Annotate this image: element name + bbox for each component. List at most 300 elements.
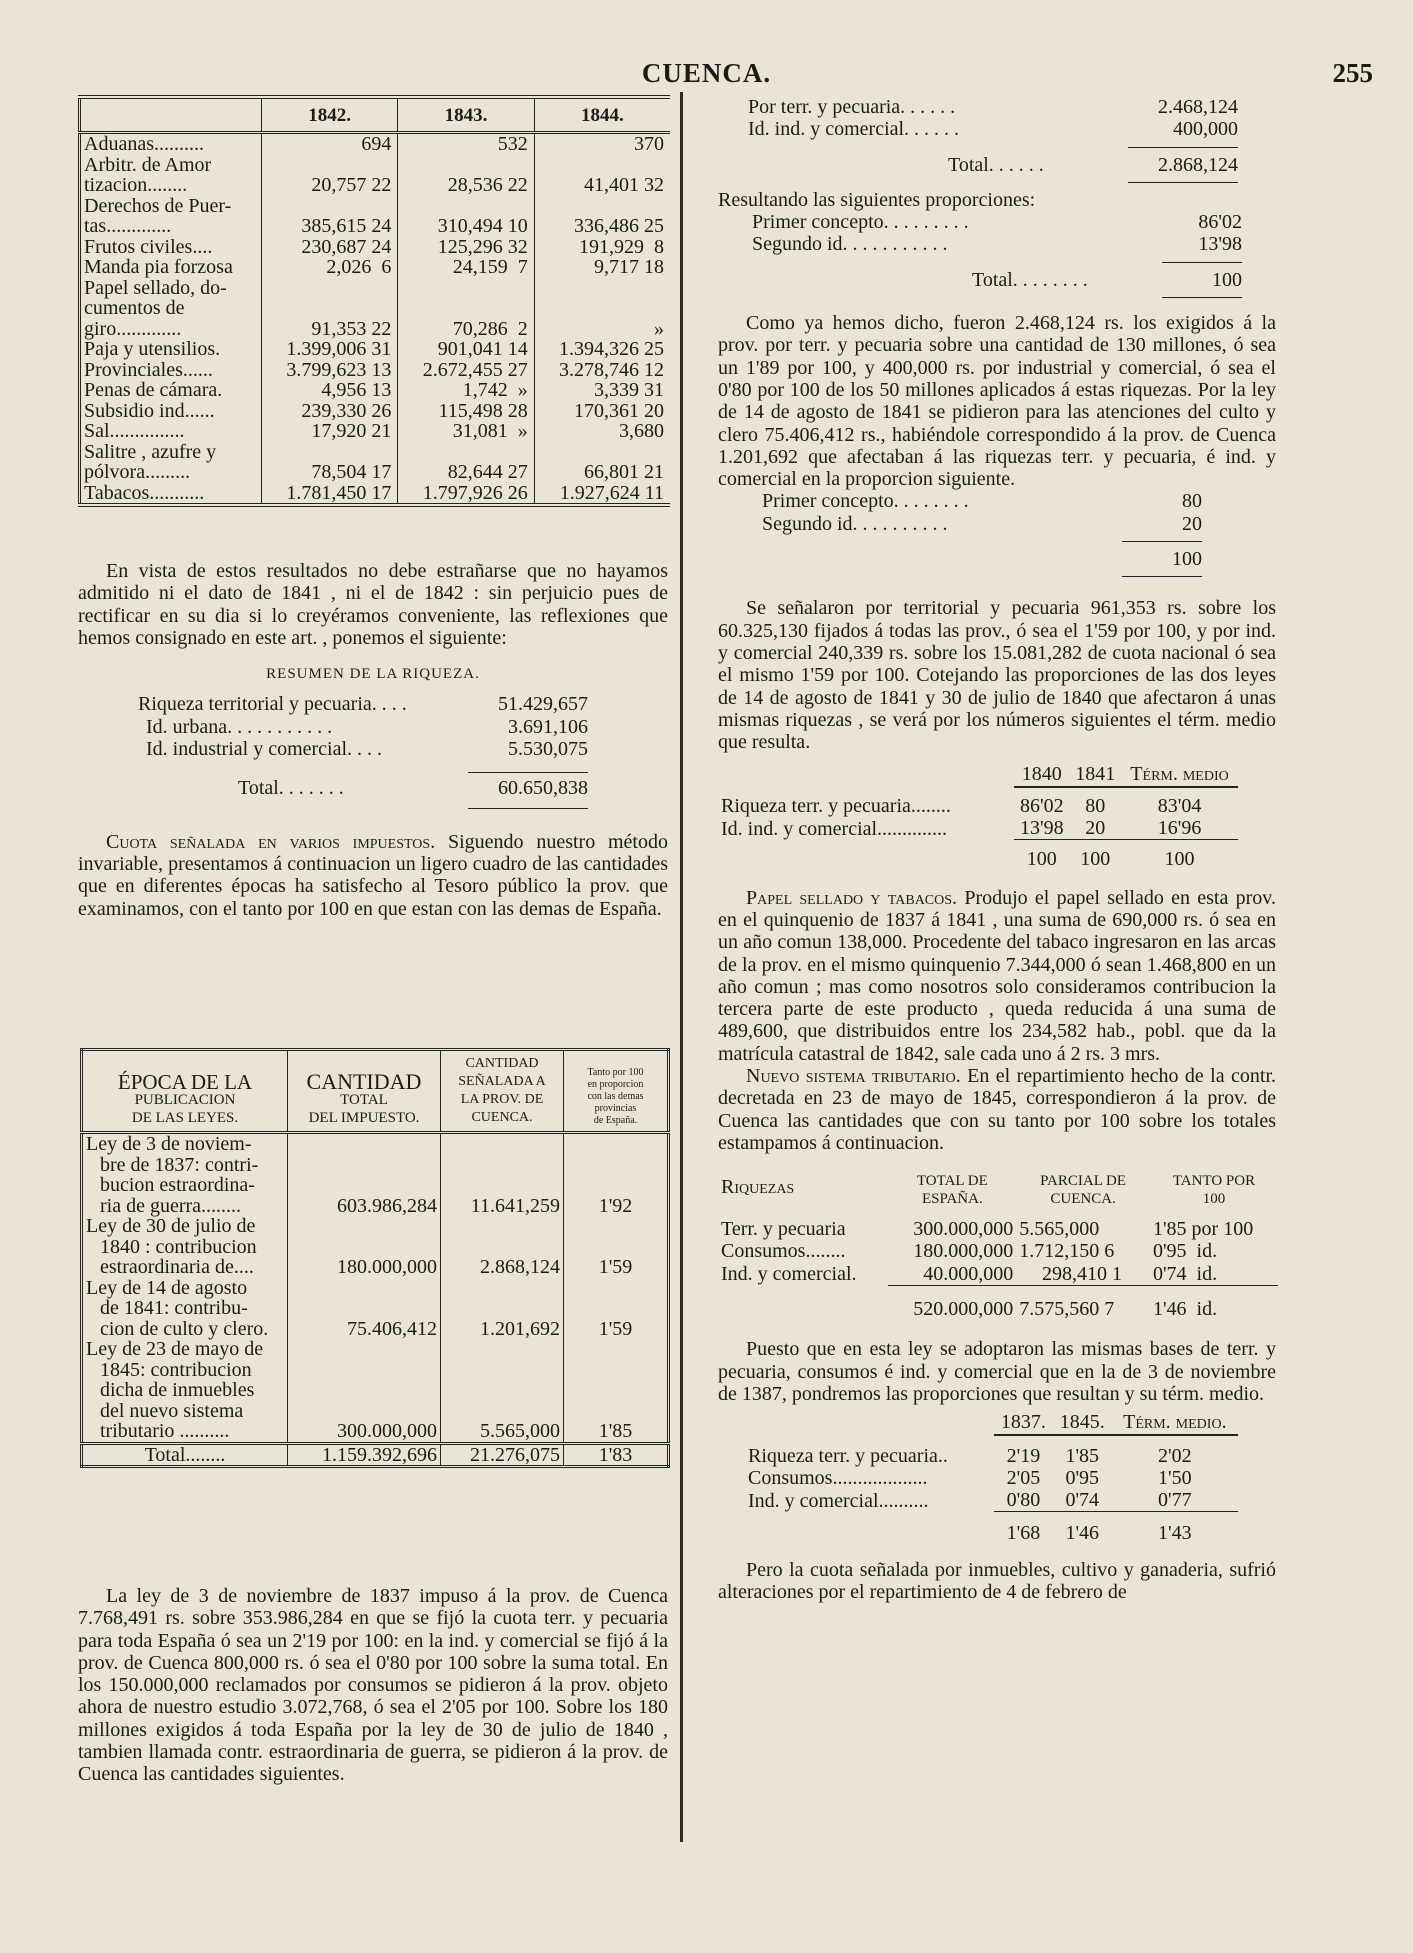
prop-label: Segundo id. . . . . . . . . . . — [752, 233, 948, 256]
revenue-row — [80, 216, 671, 237]
header-text: Tanto por 100 — [587, 1067, 644, 1078]
tax-law-line: 1840 : contribucion — [100, 1235, 257, 1258]
revenue-cell: 1.781,450 17 — [262, 483, 398, 506]
prop2-total-value: 100 — [1172, 548, 1202, 571]
header-text: PUBLICACION — [134, 1092, 236, 1108]
header-text: LA PROV. DE — [460, 1092, 544, 1107]
top-value: 2.468,124 — [1158, 96, 1238, 118]
prop2-row — [762, 513, 1202, 535]
tax-law-line: bucion estraordina- — [100, 1174, 255, 1196]
revenue-row-label: Sal............... — [84, 420, 185, 442]
revenue-row — [80, 319, 671, 340]
tax-law-tanto: 1'92 — [564, 1133, 669, 1217]
page-number: 255 — [1332, 58, 1373, 88]
tax-law-tanto: 1'59 — [564, 1278, 669, 1340]
cmp2-header — [1150, 1172, 1278, 1208]
left-column-bottom — [78, 1585, 668, 1786]
revenue-cell: 1,742 » — [398, 380, 534, 401]
cmp1-col-header: 1840 — [1014, 763, 1070, 786]
revenue-cell: 70,286 2 — [398, 319, 534, 340]
paragraph-como-ya: Como ya hemos dicho, fueron 2.468,124 rs. los exigidos á la prov. por terr. y pecuaria sobre una cantidad de 130 millones, ó sea un 1'89 por 100, y 400,000 rs. por industrial y comercial, ó sea el 0'80 por 100 de los 50 millones aplicados á estas riquezas. Por la ley de 14 de agosto de 1841 se pidieron para las atenciones del culto y clero 75.406,412 rs., habiéndole correspondido á la prov. de Cuenca 1.201,692 que afectaban á las riquezas terr. y pecuaria, é ind. y comercial en la proporcion siguiente. — [718, 312, 1276, 491]
revenue-row-label: Arbitr. de Amor — [84, 153, 212, 176]
header-text: CANTIDAD — [306, 1069, 422, 1094]
revenue-row-label: Paja y utensilios. — [84, 338, 221, 360]
rule — [1162, 297, 1242, 298]
revenue-cell: 170,361 20 — [534, 401, 670, 422]
header-text: CUENCA. — [1050, 1191, 1116, 1208]
cmp1-col-header: 1841 — [1070, 763, 1122, 786]
cmp2-row-label: Terr. y pecuaria — [721, 1218, 846, 1241]
prop2-value: 80 — [1182, 490, 1202, 513]
revenue-cell: 336,486 25 — [534, 216, 670, 237]
tax-law-row — [82, 1133, 669, 1217]
tax-law-line: tributario .......... — [100, 1420, 230, 1442]
cmp2-header: Riquezas — [721, 1175, 795, 1198]
revenue-cell: » — [534, 319, 670, 340]
riquezas-table-1845 — [718, 1172, 1278, 1320]
revenue-cell: 125,296 32 — [398, 237, 534, 258]
revenue-row-label: tas............. — [84, 215, 172, 237]
tax-law-line: dicha de inmuebles — [100, 1379, 255, 1401]
revenue-cell: 4,956 13 — [262, 380, 398, 401]
revenue-row-label: Penas de cámara. — [84, 379, 223, 401]
revenue-row-label: Aduanas.......... — [84, 133, 204, 155]
prop-row — [752, 211, 1242, 233]
cmp3-row-label: Consumos................... — [748, 1466, 928, 1489]
cmp1-total-row — [718, 840, 1238, 871]
cmp2-total: 7.575,560 7 — [1016, 1286, 1150, 1321]
cmp2-cell: 0'95 id. — [1152, 1240, 1218, 1263]
cmp1-cell: 16'96 — [1157, 817, 1202, 840]
rule — [1122, 576, 1202, 577]
cmp2-total-spacer — [718, 1286, 888, 1321]
tax-law-total: 180.000,000 — [288, 1216, 441, 1278]
tax-law-tanto: 1'85 — [564, 1339, 669, 1443]
revenue-cell: 385,615 24 — [262, 216, 398, 237]
revenue-row-label: Derechos de Puer- — [84, 194, 232, 217]
revenue-row-label: pólvora......... — [84, 461, 191, 483]
tax-law-line: Ley de 14 de agosto — [86, 1276, 248, 1299]
top-list — [748, 96, 1238, 183]
year-header-1842: 1842. — [262, 97, 398, 133]
cmp2-row — [718, 1208, 1278, 1240]
cmp3-total: 1'68 — [994, 1512, 1053, 1545]
cmp3-cell: 2'05 — [1006, 1466, 1041, 1489]
column-divider — [680, 92, 683, 1842]
revenue-cell: 1.399,006 31 — [262, 339, 398, 360]
revenue-cell — [398, 155, 534, 176]
cmp2-total: 520.000,000 — [888, 1286, 1016, 1321]
top-total-label: Total. . . . . . — [948, 153, 1044, 176]
cmp1-corner — [718, 763, 1014, 786]
tax-law-line: del nuevo sistema — [100, 1399, 244, 1422]
top-total-row — [748, 154, 1238, 176]
header-text: TANTO POR — [1172, 1173, 1256, 1190]
paragraph-text: Produjo el papel sellado en esta prov. en el quinquenio de 1837 á 1841 , una suma de 690,000 rs. ó sea en un año comun 138,000. Procedente del tabaco ingresaron en las arcas de la prov. en el mismo quinquenio 7.344,000 ó sean 1.468,800 en un año comun ; mas como nosotros solo consideramos contribucion la tercera parte de este producto , queda reducida á una suma de 489,600, que distribuidos entre los 234,582 hab., pobl. que da la matrícula catastral de 1842, sale cada uno á 2 rs. 3 mrs. — [718, 886, 1276, 1065]
resumen-title: RESUMEN DE LA RIQUEZA. — [266, 666, 480, 683]
cmp2-row-label: Ind. y comercial. — [721, 1263, 857, 1286]
paragraph-cuota — [78, 831, 668, 920]
header-epoca — [82, 1050, 288, 1133]
revenue-cell — [398, 196, 534, 217]
revenue-row-label: Manda pia forzosa — [84, 256, 233, 278]
tax-law-total-row — [82, 1443, 669, 1467]
tax-law-line: 1845: contribucion — [100, 1358, 252, 1381]
top-total-value: 2.868,124 — [1158, 153, 1238, 176]
cmp2-header — [888, 1172, 1016, 1208]
header-text: TOTAL — [340, 1092, 388, 1108]
resumen-label: Riqueza territorial y pecuaria. . . . — [138, 693, 407, 716]
year-header-1844: 1844. — [534, 97, 670, 133]
resumen-total-value: 60.650,838 — [498, 777, 588, 800]
cmp2-cell: 1'85 por 100 — [1152, 1218, 1254, 1241]
prop-total-label: Total. . . . . . . . — [972, 268, 1088, 291]
prop-label: Primer concepto. . . . . . . . . — [752, 211, 969, 234]
resumen-label: Id. urbana. . . . . . . . . . . — [146, 715, 333, 738]
tax-law-line: bre de 1837: contri- — [100, 1153, 259, 1176]
cmp3-total-row — [718, 1512, 1238, 1545]
tax-law-total-label: Total........ — [82, 1443, 288, 1467]
cmp1-total: 100 — [1014, 840, 1070, 871]
resumen-row — [138, 738, 588, 760]
revenue-cell — [398, 298, 534, 319]
revenue-row — [80, 278, 671, 299]
resumen-value: 51.429,657 — [498, 693, 588, 716]
header-text: PARCIAL DE — [1040, 1173, 1127, 1190]
tax-law-line: Ley de 30 de julio de — [86, 1215, 256, 1237]
resumen-value: 5.530,075 — [508, 738, 588, 761]
cmp1-total: 100 — [1070, 840, 1122, 871]
cmp3-row — [718, 1435, 1238, 1467]
header-text: ESPAÑA. — [921, 1191, 983, 1208]
resumen-list — [138, 693, 588, 808]
tax-law-line: de 1841: contribu- — [100, 1297, 248, 1319]
revenue-cell: 91,353 22 — [262, 319, 398, 340]
prop-intro: Resultando las siguientes proporciones: — [718, 188, 1036, 211]
revenue-row-label: Frutos civiles.... — [84, 235, 213, 258]
paragraph-puesto-que: Puesto que en esta ley se adoptaron las mismas bases de terr. y pecuaria, consumos é ind. y comercial que en la de 3 de noviembre de 1387, pondremos las proporciones que resultan y su térm. medio. — [718, 1338, 1276, 1405]
cmp1-row-label: Riqueza terr. y pecuaria........ — [721, 794, 951, 817]
revenue-row — [80, 257, 671, 278]
top-label: Por terr. y pecuaria. . . . . . — [748, 96, 956, 118]
tax-law-line: cion de culto y clero. — [100, 1317, 269, 1340]
revenue-row — [80, 298, 671, 319]
tax-law-total-cuenca: 21.276,075 — [441, 1443, 564, 1467]
revenue-cell: 3.278,746 12 — [534, 360, 670, 381]
year-header-1843: 1843. — [398, 97, 534, 133]
revenue-table-corner — [80, 97, 262, 133]
paragraph-senalaron: Se señalaron por territorial y pecuaria 961,353 rs. sobre los 60.325,130 fijados á todas las prov., ó sea el 1'59 por 100, y por ind. y comercial 240,339 rs. sobre los 15.081,282 de cuota nacional ó sea el mismo 1'59 por 100. Cotejando las proporciones de las dos leyes de 14 de agosto de 1841 y 30 de julio de 1840 que afectaron á unas mismas riquezas , se verá por los números siguientes el térm. medio que resulta. — [718, 597, 1276, 754]
cmp2-row — [718, 1263, 1278, 1286]
cmp1-row-label: Id. ind. y comercial.............. — [721, 817, 948, 840]
revenue-cell: 78,504 17 — [262, 462, 398, 483]
revenue-table-1842-1844 — [78, 95, 670, 507]
tax-law-cuenca: 2.868,124 — [441, 1216, 564, 1278]
page-title: CUENCA. — [641, 58, 772, 88]
revenue-cell — [262, 298, 398, 319]
section-lead: Papel sellado y tabacos. — [746, 886, 958, 909]
revenue-cell: 28,536 22 — [398, 175, 534, 196]
revenue-cell: 2,026 6 — [262, 257, 398, 278]
cmp1-col-header: Térm. medio — [1121, 763, 1238, 786]
revenue-cell — [534, 155, 670, 176]
revenue-cell — [262, 442, 398, 463]
resumen-label: Id. industrial y comercial. . . . — [146, 738, 383, 761]
cmp3-total: 1'46 — [1053, 1512, 1112, 1545]
cmp2-cell: 0'74 id. — [1152, 1262, 1218, 1285]
paragraph-nuevo-sistema — [718, 1065, 1276, 1154]
right-column — [718, 96, 1276, 1603]
revenue-cell: 24,159 7 — [398, 257, 534, 278]
revenue-cell: 17,920 21 — [262, 421, 398, 442]
header-text: 100 — [1202, 1191, 1226, 1208]
tax-law-line: Ley de 23 de mayo de — [86, 1338, 264, 1360]
revenue-cell: 1.927,624 11 — [534, 483, 670, 506]
rule — [468, 772, 588, 773]
cmp1-cell: 13'98 — [1019, 817, 1064, 840]
tax-law-description — [82, 1133, 288, 1217]
revenue-row — [80, 401, 671, 422]
top-label: Id. ind. y comercial. . . . . . — [748, 118, 960, 141]
revenue-cell: 31,081 » — [398, 421, 534, 442]
tax-law-cuenca: 5.565,000 — [441, 1339, 564, 1443]
cmp3-cell: 1'50 — [1158, 1466, 1192, 1489]
cmp2-header — [1016, 1172, 1150, 1208]
header-text: CUENCA. — [471, 1110, 533, 1125]
revenue-row — [80, 339, 671, 360]
rule — [1162, 262, 1242, 263]
cmp2-cell: 40.000,000 — [923, 1262, 1014, 1285]
tax-law-total-tanto: 1'83 — [564, 1443, 669, 1467]
cmp3-col-header: 1837. — [994, 1411, 1053, 1434]
cmp3-row-label: Ind. y comercial.......... — [748, 1489, 929, 1512]
cmp3-cell: 0'80 — [1006, 1489, 1041, 1512]
revenue-cell: 370 — [534, 133, 670, 155]
revenue-cell — [398, 278, 534, 299]
resumen-total-row — [138, 777, 588, 799]
cmp2-total: 1'46 id. — [1150, 1286, 1278, 1321]
section-lead: Nuevo sistema tributario. — [746, 1064, 961, 1087]
cmp2-total-row — [718, 1286, 1278, 1321]
revenue-row — [80, 462, 671, 483]
prop-row — [752, 233, 1242, 255]
prop2-value: 20 — [1182, 512, 1202, 535]
header-text: DE LAS LEYES. — [131, 1110, 239, 1126]
cmp1-cell: 20 — [1085, 817, 1106, 840]
prop-list — [752, 211, 1242, 298]
tax-law-tanto: 1'59 — [564, 1216, 669, 1278]
cmp3-cell: 2'19 — [1006, 1444, 1041, 1467]
cmp3-cell: 1'85 — [1065, 1444, 1100, 1467]
header-cantidad — [288, 1050, 441, 1133]
revenue-row — [80, 133, 671, 155]
cmp2-row — [718, 1240, 1278, 1262]
resumen-total-label: Total. . . . . . . — [238, 777, 344, 800]
revenue-cell: 3,339 31 — [534, 380, 670, 401]
revenue-cell: 191,929 8 — [534, 237, 670, 258]
comparison-table-1837-1845 — [718, 1411, 1238, 1544]
revenue-cell: 2.672,455 27 — [398, 360, 534, 381]
cmp3-row-label: Riqueza terr. y pecuaria.. — [748, 1444, 948, 1467]
revenue-row — [80, 175, 671, 196]
revenue-row-label: Provinciales...... — [84, 358, 213, 381]
cmp3-col-header: 1845. — [1053, 1411, 1112, 1434]
paragraph-papel-sellado — [718, 887, 1276, 1065]
paragraph-ley-1837: La ley de 3 de noviembre de 1837 impuso á la prov. de Cuenca 7.768,491 rs. sobre 353.986,284 en que se fijó la cuota terr. y pecuaria para toda España ó sea un 2'19 por 100: en la ind. y comercial se fijó á la prov. de Cuenca 800,000 rs. ó sea el 0'80 por 100 sobre la suma total. En los 150.000,000 reclamados por consumos se pidieron á la prov. objeto ahora de nuestro estudio 3.072,768, ó sea el 2'05 por 100. Sobre los 180 millones exigidos á toda España por la ley de 30 de julio de 1840 , tambien llamada contr. estraordinaria de guerra, se pidieron á la prov. de Cuenca las cantidades siguientes. — [78, 1585, 668, 1786]
revenue-row — [80, 380, 671, 401]
tax-law-line: Ley de 3 de noviem- — [86, 1133, 252, 1155]
tax-law-line: ria de guerra........ — [100, 1194, 242, 1217]
revenue-row — [80, 421, 671, 442]
revenue-cell: 41,401 32 — [534, 175, 670, 196]
revenue-cell: 532 — [398, 133, 534, 155]
prop-value: 13'98 — [1198, 233, 1242, 256]
header-text: SEÑALADA A — [458, 1074, 546, 1089]
cmp2-cell: 1.712,150 6 — [1019, 1240, 1115, 1263]
revenue-cell — [398, 442, 534, 463]
left-column-text — [78, 560, 668, 920]
top-row — [748, 96, 1238, 118]
revenue-cell: 901,041 14 — [398, 339, 534, 360]
paragraph-pero-la-cuota: Pero la cuota señalada por inmuebles, cultivo y ganaderia, sufrió alteraciones por el repartimiento de 4 de febrero de — [718, 1558, 1276, 1604]
tax-law-description — [82, 1278, 288, 1340]
revenue-cell: 694 — [262, 133, 398, 155]
rule — [1122, 541, 1202, 542]
prop2-row — [762, 490, 1202, 512]
header-tanto — [564, 1050, 669, 1133]
cmp1-total: 100 — [1121, 840, 1238, 871]
revenue-row-label: Papel sellado, do- — [84, 276, 227, 299]
tax-law-cuenca: 1.201,692 — [441, 1278, 564, 1340]
cmp2-cell: 300.000,000 — [913, 1218, 1014, 1241]
cmp3-total: 1'43 — [1112, 1512, 1238, 1545]
header-text: con las demas — [587, 1091, 644, 1102]
prop2-label: Segundo id. . . . . . . . . . — [762, 512, 948, 535]
tax-law-description — [82, 1339, 288, 1443]
revenue-row — [80, 155, 671, 176]
paragraph-text: Siguendo nuestro método invariable, presentamos á continuacion un ligero cuadro de las cantidades que en diferentes épocas ha satisfecho al Tesoro público la prov. que examinamos, con el tanto por 100 en que estan con las demas de España. — [78, 830, 668, 920]
cmp1-row — [718, 787, 1238, 817]
cmp3-cell: 0'74 — [1065, 1489, 1100, 1512]
cmp3-corner — [718, 1411, 994, 1434]
revenue-cell: 82,644 27 — [398, 462, 534, 483]
revenue-row — [80, 196, 671, 217]
revenue-row-label: Tabacos........... — [84, 481, 205, 504]
revenue-cell: 1.797,926 26 — [398, 483, 534, 506]
cmp1-row — [718, 817, 1238, 840]
header-text: DEL IMPUESTO. — [308, 1110, 420, 1126]
prop2-list — [762, 490, 1202, 577]
header-text: en proporcion — [587, 1079, 644, 1090]
prop2-label: Primer concepto. . . . . . . . — [762, 490, 969, 513]
cmp3-row — [718, 1467, 1238, 1489]
paragraph-results: En vista de estos resultados no debe estrañarse que no hayamos admitido ni el dato de 1841 , ni el de 1842 : sin perjuicio pues de rectificar en su dia si lo creyéramos conveniente, las reflexiones que hemos consignado en este art. , ponemos el siguiente: — [78, 560, 668, 649]
top-row — [748, 118, 1238, 140]
rule — [1128, 182, 1238, 183]
paragraph-text: En el repartimiento hecho de la contr. decretada en 23 de mayo de 1845, correspondieron á la prov. de Cuenca las cantidades que con su tanto por 100 sobre los totales estampamos á continuacion. — [718, 1064, 1276, 1154]
cmp3-col-header: Térm. medio. — [1112, 1411, 1238, 1434]
prop-total-value: 100 — [1212, 268, 1242, 291]
revenue-cell — [262, 278, 398, 299]
cmp1-total-spacer — [718, 840, 1014, 871]
tax-laws-table — [80, 1048, 670, 1468]
revenue-cell: 20,757 22 — [262, 175, 398, 196]
revenue-row — [80, 442, 671, 463]
revenue-row — [80, 483, 671, 506]
section-lead: Cuota señalada en varios impuestos. — [106, 830, 436, 853]
revenue-cell — [534, 196, 670, 217]
revenue-row-label: Subsidio ind...... — [84, 399, 215, 422]
header-text: CANTIDAD — [465, 1056, 539, 1071]
tax-law-row — [82, 1339, 669, 1443]
resumen-row — [138, 693, 588, 715]
revenue-cell: 66,801 21 — [534, 462, 670, 483]
tax-law-total: 75.406,412 — [288, 1278, 441, 1340]
header-text: provincias — [594, 1103, 637, 1114]
comparison-table-1840-1841 — [718, 763, 1238, 870]
tax-law-row — [82, 1278, 669, 1340]
top-value: 400,000 — [1173, 118, 1238, 141]
cmp2-row-label: Consumos........ — [721, 1240, 846, 1263]
revenue-cell — [534, 442, 670, 463]
cmp1-cell: 83'04 — [1157, 794, 1202, 817]
revenue-row — [80, 237, 671, 258]
tax-law-description — [82, 1216, 288, 1278]
revenue-row-label: giro............. — [84, 317, 182, 340]
cmp1-cell: 80 — [1085, 794, 1106, 817]
prop-value: 86'02 — [1198, 211, 1242, 234]
revenue-row-label: cumentos de — [84, 297, 185, 319]
cmp3-cell: 0'95 — [1065, 1466, 1100, 1489]
cmp2-cell: 298,410 1 — [1041, 1262, 1122, 1285]
tax-law-cuenca: 11.641,259 — [441, 1133, 564, 1217]
revenue-cell: 239,330 26 — [262, 401, 398, 422]
tax-law-row — [82, 1216, 669, 1278]
cmp2-cell: 180.000,000 — [913, 1240, 1014, 1263]
revenue-cell — [262, 196, 398, 217]
resumen-row — [138, 716, 588, 738]
revenue-cell: 115,498 28 — [398, 401, 534, 422]
prop-total-row — [752, 269, 1242, 291]
cmp3-cell: 0'77 — [1158, 1489, 1192, 1512]
resumen-value: 3.691,106 — [508, 715, 588, 738]
cmp3-row — [718, 1489, 1238, 1512]
cmp2-cell: 5.565,000 — [1019, 1218, 1100, 1241]
tax-law-line: estraordinaria de.... — [100, 1256, 254, 1278]
revenue-cell — [262, 155, 398, 176]
header-senalada — [441, 1050, 564, 1133]
cmp3-total-spacer — [718, 1512, 994, 1545]
revenue-cell: 9,717 18 — [534, 257, 670, 278]
cmp1-cell: 86'02 — [1019, 794, 1064, 817]
tax-law-total: 300.000,000 — [288, 1339, 441, 1443]
revenue-row-label: tizacion........ — [84, 174, 188, 196]
header-text: TOTAL DE — [916, 1173, 988, 1190]
revenue-cell: 3.799,623 13 — [262, 360, 398, 381]
revenue-cell: 230,687 24 — [262, 237, 398, 258]
revenue-row — [80, 360, 671, 381]
revenue-cell: 1.394,326 25 — [534, 339, 670, 360]
rule — [1128, 147, 1238, 148]
revenue-cell: 310,494 10 — [398, 216, 534, 237]
tax-law-total: 603.986,284 — [288, 1133, 441, 1217]
cmp3-cell: 2'02 — [1158, 1444, 1192, 1467]
revenue-cell — [534, 278, 670, 299]
revenue-cell: 3,680 — [534, 421, 670, 442]
revenue-cell — [534, 298, 670, 319]
rule — [468, 808, 588, 809]
header-text: de España. — [593, 1115, 638, 1126]
